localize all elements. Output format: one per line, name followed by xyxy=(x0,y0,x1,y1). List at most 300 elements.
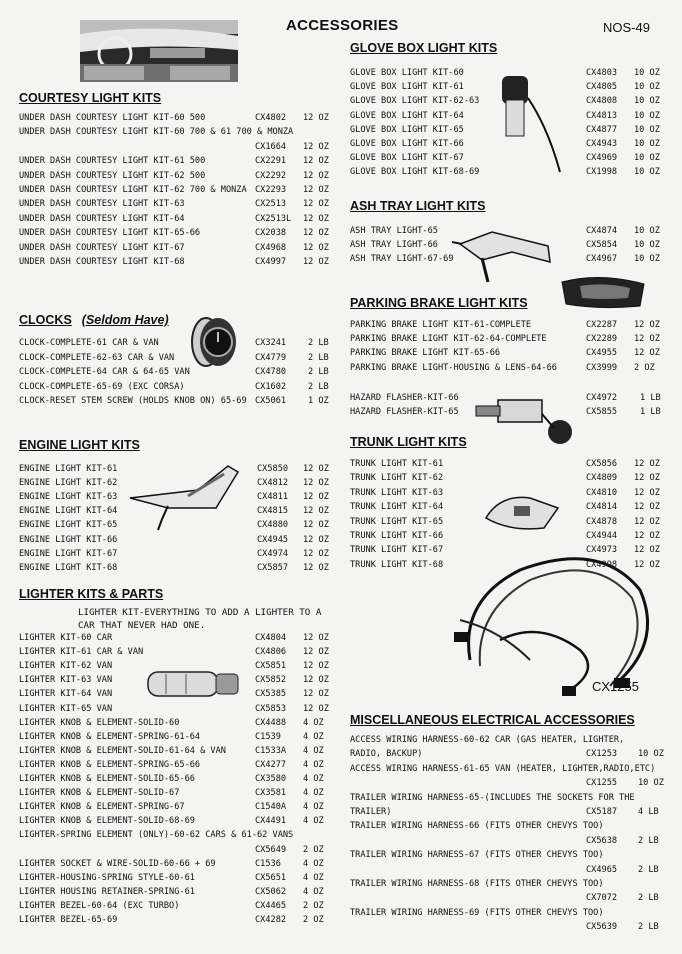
part-number: CX4878 xyxy=(586,516,618,527)
shipping-weight: 10 OZ xyxy=(638,749,664,760)
part-number: CX7072 xyxy=(586,893,618,904)
part-number: CX4779 xyxy=(255,352,287,363)
clocks-heading: CLOCKS (Seldom Have) xyxy=(19,313,169,327)
part-number: CX4943 xyxy=(586,139,618,149)
ashtray-heading: ASH TRAY LIGHT KITS xyxy=(350,199,486,213)
item-description: LIGHTER KIT-61 CAR & VAN xyxy=(19,647,144,658)
list-item xyxy=(350,82,674,93)
part-number: CX4967 xyxy=(586,254,618,265)
item-description: GLOVE BOX LIGHT KIT-65 xyxy=(350,124,464,135)
list-item xyxy=(350,531,674,542)
part-number: CX4955 xyxy=(586,348,618,359)
part-number: CX1255 xyxy=(586,778,618,789)
shipping-weight: 10 OZ xyxy=(634,139,660,149)
item-description: LIGHTER KIT-64 VAN xyxy=(19,689,113,700)
item-description: GLOVE BOX LIGHT KIT-68-69 xyxy=(350,167,480,178)
part-number: CX5639 xyxy=(586,922,618,933)
list-item xyxy=(19,549,343,560)
shipping-weight: 2 OZ xyxy=(634,362,655,373)
item-description: LIGHTER BEZEL-65-69 xyxy=(19,915,118,925)
item-description: GLOVE BOX LIGHT KIT-66 xyxy=(350,139,464,149)
list-item xyxy=(19,367,348,378)
list-item xyxy=(19,830,343,841)
shipping-weight: 12 OZ xyxy=(634,320,660,330)
list-item xyxy=(350,807,678,818)
list-item xyxy=(350,111,674,122)
list-item xyxy=(350,488,674,499)
shipping-weight: 12 OZ xyxy=(634,473,660,484)
item-description: CLOCK-COMPLETE-65-69 (EXC CORSA) xyxy=(19,381,185,392)
shipping-weight: 12 OZ xyxy=(634,545,660,556)
list-item xyxy=(19,243,343,254)
item-description: UNDER DASH COURTESY LIGHT KIT-64 xyxy=(19,213,185,224)
item-description: CLOCK-COMPLETE-64 CAR & 64-65 VAN xyxy=(19,367,190,377)
part-number: CX4488 xyxy=(255,717,287,728)
list-item xyxy=(19,506,343,517)
shipping-weight: 12 OZ xyxy=(303,156,329,167)
list-item xyxy=(19,746,343,757)
item-description: TRUNK LIGHT KIT-67 xyxy=(350,545,444,556)
shipping-weight: 10 OZ xyxy=(634,240,660,251)
part-number: CX2292 xyxy=(255,170,287,181)
item-description: PARKING BRAKE LIGHT KIT-65-66 xyxy=(350,348,501,359)
list-item xyxy=(350,407,680,418)
part-number: CX2038 xyxy=(255,228,287,239)
list-item xyxy=(19,873,343,884)
lighter-intro xyxy=(78,606,321,632)
list-item xyxy=(19,675,343,686)
part-number: CX5649 xyxy=(255,844,287,855)
item-description: TRUNK LIGHT KIT-63 xyxy=(350,487,444,498)
shipping-weight: 12 OZ xyxy=(303,675,329,686)
list-item xyxy=(19,228,343,239)
item-description: LIGHTER SOCKET & WIRE-SOLID-60-66 + 69 xyxy=(19,858,216,869)
shipping-weight: 12 OZ xyxy=(303,506,329,517)
item-description: LIGHTER KNOB & ELEMENT-SOLID-65-66 xyxy=(19,774,195,784)
part-number: CX4277 xyxy=(255,759,287,770)
item-description: UNDER DASH COURTESY LIGHT KIT-62 700 & MONZA xyxy=(19,185,247,195)
item-description: ASH TRAY LIGHT-65 xyxy=(350,226,438,236)
item-description: CLOCK-COMPLETE-62-63 CAR & VAN xyxy=(19,352,175,363)
shipping-weight: 2 LB xyxy=(308,381,329,392)
item-description: TRAILER WIRING HARNESS-66 (FITS OTHER CHEVYS TOO) xyxy=(350,821,604,832)
part-number: CX5651 xyxy=(255,872,287,883)
item-description: ENGINE LIGHT KIT-61 xyxy=(19,464,118,474)
item-description: UNDER DASH COURTESY LIGHT KIT-62 500 xyxy=(19,170,206,181)
list-item xyxy=(350,139,674,150)
part-number: CX4812 xyxy=(257,478,289,489)
part-number: CX4491 xyxy=(255,816,287,827)
item-description: ENGINE LIGHT KIT-63 xyxy=(19,492,118,503)
item-description: LIGHTER BEZEL-60-64 (EXC TURBO) xyxy=(19,900,180,911)
list-item xyxy=(19,689,343,700)
item-description: TRAILER) xyxy=(350,807,392,817)
list-item xyxy=(350,240,674,251)
part-number: CX5187 xyxy=(586,807,618,817)
item-description: GLOVE BOX LIGHT KIT-62-63 xyxy=(350,96,480,107)
shipping-weight: 4 OZ xyxy=(303,731,324,742)
shipping-weight: 12 OZ xyxy=(303,689,329,700)
list-item xyxy=(350,334,674,345)
part-number: CX5062 xyxy=(255,886,287,897)
part-number: CX4809 xyxy=(586,473,618,484)
shipping-weight: 12 OZ xyxy=(303,141,329,152)
part-number: CX3581 xyxy=(255,788,287,799)
part-number: CX5851 xyxy=(255,661,287,672)
part-number: CX1998 xyxy=(586,167,618,178)
part-number: CX5854 xyxy=(586,240,618,251)
item-description: UNDER DASH COURTESY LIGHT KIT-67 xyxy=(19,242,185,253)
item-description: UNDER DASH COURTESY LIGHT KIT-60 500 xyxy=(19,113,206,123)
shipping-weight: 4 OZ xyxy=(303,788,324,799)
item-description: TRUNK LIGHT KIT-65 xyxy=(350,516,444,527)
shipping-weight: 12 OZ xyxy=(303,228,329,239)
shipping-weight: 10 OZ xyxy=(634,96,660,107)
shipping-weight: 4 OZ xyxy=(303,774,324,784)
item-description: TRAILER WIRING HARNESS-68 (FITS OTHER CHEVYS TOO) xyxy=(350,879,604,889)
list-item xyxy=(19,901,343,912)
shipping-weight: 12 OZ xyxy=(634,487,660,498)
shipping-weight: 10 OZ xyxy=(634,226,660,236)
list-item xyxy=(350,893,678,904)
item-description: GLOVE BOX LIGHT KIT-67 xyxy=(350,153,464,164)
list-item xyxy=(350,363,674,374)
list-item xyxy=(350,749,678,760)
list-item xyxy=(19,661,343,672)
item-description: PARKING BRAKE LIGHT KIT-61-COMPLETE xyxy=(350,320,532,330)
item-description: ENGINE LIGHT KIT-64 xyxy=(19,506,118,517)
item-description: PARKING BRAKE LIGHT-HOUSING & LENS-64-66 xyxy=(350,362,557,373)
item-description: ENGINE LIGHT KIT-67 xyxy=(19,548,118,559)
list-item xyxy=(19,887,343,898)
engine-heading: ENGINE LIGHT KITS xyxy=(19,438,140,452)
list-item xyxy=(19,185,343,196)
item-description: HAZARD FLASHER-KIT-65 xyxy=(350,407,459,418)
part-number: CX4969 xyxy=(586,153,618,164)
part-number: CX1602 xyxy=(255,381,287,392)
shipping-weight: 12 OZ xyxy=(634,559,660,570)
item-description: LIGHTER KIT-62 VAN xyxy=(19,661,113,672)
list-item xyxy=(350,793,678,804)
list-item xyxy=(350,735,678,746)
shipping-weight: 10 OZ xyxy=(634,254,660,265)
part-number: CX2513 xyxy=(255,199,287,210)
part-number: CX4808 xyxy=(586,96,618,107)
part-number: CX5638 xyxy=(586,835,618,846)
item-description: ENGINE LIGHT KIT-66 xyxy=(19,534,118,545)
shipping-weight: 12 OZ xyxy=(634,459,660,469)
shipping-weight: 12 OZ xyxy=(303,661,329,672)
shipping-weight: 2 LB xyxy=(638,893,659,904)
list-item xyxy=(350,517,674,528)
list-item xyxy=(19,633,343,644)
item-description: LIGHTER KNOB & ELEMENT-SPRING-65-66 xyxy=(19,759,201,770)
part-number: CX2287 xyxy=(586,320,618,330)
dashboard-photo xyxy=(80,20,238,82)
item-description: LIGHTER KNOB & ELEMENT-SOLID-68-69 xyxy=(19,816,195,827)
list-item xyxy=(350,850,678,861)
shipping-weight: 12 OZ xyxy=(303,113,329,123)
shipping-weight: 12 OZ xyxy=(303,257,329,267)
shipping-weight: 12 OZ xyxy=(303,548,329,559)
list-item xyxy=(19,760,343,771)
shipping-weight: 2 LB xyxy=(308,338,329,348)
item-description: LIGHTER-SPRING ELEMENT (ONLY)-60-62 CARS & 61-62 VANS xyxy=(19,830,294,841)
part-number: CX4810 xyxy=(586,487,618,498)
list-item xyxy=(19,647,343,658)
list-item xyxy=(350,908,678,919)
part-number: CX4998 xyxy=(586,559,618,570)
list-item xyxy=(19,492,343,503)
part-number: CX4282 xyxy=(255,915,287,925)
parking-brake-lens-photo xyxy=(560,272,646,310)
part-number: CX3580 xyxy=(255,774,287,784)
item-description: TRUNK LIGHT KIT-61 xyxy=(350,459,444,469)
shipping-weight: 4 OZ xyxy=(303,745,324,756)
part-number: CX5853 xyxy=(255,703,287,714)
part-number: CX4972 xyxy=(586,393,618,403)
item-description: GLOVE BOX LIGHT KIT-60 xyxy=(350,68,464,78)
list-item xyxy=(19,478,343,489)
part-number: CX4974 xyxy=(257,548,289,559)
part-number: CX4877 xyxy=(586,124,618,135)
list-item xyxy=(19,845,343,856)
shipping-weight: 12 OZ xyxy=(634,502,660,513)
part-number: CX4997 xyxy=(255,257,287,267)
item-description: LIGHTER KNOB & ELEMENT-SOLID-61-64 & VAN xyxy=(19,745,226,756)
list-item xyxy=(350,68,674,79)
item-description: UNDER DASH COURTESY LIGHT KIT-65-66 xyxy=(19,228,201,239)
item-description: LIGHTER HOUSING RETAINER-SPRING-61 xyxy=(19,886,195,897)
part-number: CX3999 xyxy=(586,362,618,373)
item-description: LIGHTER KNOB & ELEMENT-SPRING-67 xyxy=(19,802,185,813)
part-number: CX4813 xyxy=(586,110,618,121)
shipping-weight: 12 OZ xyxy=(634,531,660,541)
shipping-weight: 10 OZ xyxy=(634,167,660,178)
lighter-intro-line-2: CAR THAT NEVER HAD ONE. xyxy=(78,620,206,631)
part-number: CX5856 xyxy=(586,459,618,469)
shipping-weight: 4 OZ xyxy=(303,759,324,770)
list-item xyxy=(350,125,674,136)
list-item xyxy=(350,153,674,164)
part-number: CX4968 xyxy=(255,242,287,253)
item-description: LIGHTER KIT-60 CAR xyxy=(19,633,113,643)
item-description: RADIO, BACKUP) xyxy=(350,749,423,760)
list-item xyxy=(19,382,348,393)
shipping-weight: 10 OZ xyxy=(638,778,664,789)
list-item xyxy=(19,520,343,531)
item-description: PARKING BRAKE LIGHT KIT-62-64-COMPLETE xyxy=(350,334,547,345)
shipping-weight: 4 OZ xyxy=(303,886,324,897)
part-number: C1533A xyxy=(255,745,287,756)
shipping-weight: 10 OZ xyxy=(634,124,660,135)
shipping-weight: 2 LB xyxy=(308,367,329,377)
item-description: ENGINE LIGHT KIT-68 xyxy=(19,562,118,573)
part-number: CX1253 xyxy=(586,749,618,760)
shipping-weight: 2 OZ xyxy=(303,915,324,925)
parking-heading: PARKING BRAKE LIGHT KITS xyxy=(350,296,528,310)
shipping-weight: 2 LB xyxy=(308,352,329,363)
part-number: CX2513L xyxy=(255,213,292,224)
item-description: CLOCK-COMPLETE-61 CAR & VAN xyxy=(19,338,159,348)
item-description: TRUNK LIGHT KIT-62 xyxy=(350,473,444,484)
item-description: UNDER DASH COURTESY LIGHT KIT-60 700 & 61 700 & MONZA xyxy=(19,127,294,138)
shipping-weight: 1 OZ xyxy=(308,396,329,406)
item-description: TRAILER WIRING HARNESS-69 (FITS OTHER CHEVYS TOO) xyxy=(350,907,604,918)
item-description: ASH TRAY LIGHT-67-69 xyxy=(350,254,454,265)
part-number: CX4880 xyxy=(257,520,289,531)
shipping-weight: 12 OZ xyxy=(303,199,329,210)
shipping-weight: 12 OZ xyxy=(303,703,329,714)
list-item xyxy=(19,464,343,475)
part-number: C1539 xyxy=(255,731,281,742)
item-description: TRAILER WIRING HARNESS-65-(INCLUDES THE SOCKETS FOR THE xyxy=(350,792,635,803)
list-item xyxy=(19,802,343,813)
part-number: CX4945 xyxy=(257,534,289,545)
item-description: TRUNK LIGHT KIT-68 xyxy=(350,559,444,570)
part-number: CX4780 xyxy=(255,367,287,377)
courtesy-heading: COURTESY LIGHT KITS xyxy=(19,91,162,105)
shipping-weight: 12 OZ xyxy=(303,647,329,658)
list-item xyxy=(350,865,678,876)
shipping-weight: 12 OZ xyxy=(303,185,329,195)
part-number: CX4811 xyxy=(257,492,289,503)
shipping-weight: 12 OZ xyxy=(303,633,329,643)
item-description: LIGHTER KIT-63 VAN xyxy=(19,675,113,686)
shipping-weight: 2 LB xyxy=(638,835,659,846)
list-item xyxy=(350,545,674,556)
list-item xyxy=(350,764,678,775)
list-item xyxy=(19,774,343,785)
misc-heading: MISCELLANEOUS ELECTRICAL ACCESSORIES xyxy=(350,713,635,727)
item-description: ENGINE LIGHT KIT-65 xyxy=(19,520,118,531)
shipping-weight: 12 OZ xyxy=(303,464,329,474)
part-number: CX4802 xyxy=(255,113,287,123)
part-number: C1536 xyxy=(255,858,281,869)
part-number: CX4815 xyxy=(257,506,289,517)
part-number: CX1664 xyxy=(255,141,287,152)
shipping-weight: 1 LB xyxy=(640,407,661,418)
part-number: CX4805 xyxy=(586,82,618,93)
shipping-weight: 4 OZ xyxy=(303,816,324,827)
shipping-weight: 12 OZ xyxy=(634,334,660,345)
shipping-weight: 2 LB xyxy=(638,864,659,875)
list-item xyxy=(19,142,343,153)
list-item xyxy=(350,226,674,237)
shipping-weight: 4 LB xyxy=(638,807,659,817)
page-code: NOS-49 xyxy=(603,20,650,35)
part-number: CX4465 xyxy=(255,900,287,911)
part-number: CX4803 xyxy=(586,68,618,78)
list-item xyxy=(19,156,343,167)
shipping-weight: 10 OZ xyxy=(634,110,660,121)
item-description: ACCESS WIRING HARNESS-60-62 CAR (GAS HEATER, LIGHTER, xyxy=(350,735,625,745)
shipping-weight: 12 OZ xyxy=(303,520,329,531)
part-number: CX4944 xyxy=(586,531,618,541)
part-number: CX4874 xyxy=(586,226,618,236)
item-description: GLOVE BOX LIGHT KIT-64 xyxy=(350,110,464,121)
list-item xyxy=(19,535,343,546)
item-description: LIGHTER KNOB & ELEMENT-SOLID-60 xyxy=(19,717,180,728)
shipping-weight: 4 OZ xyxy=(303,802,324,813)
shipping-weight: 10 OZ xyxy=(634,82,660,93)
item-description: TRUNK LIGHT KIT-66 xyxy=(350,531,444,541)
list-item xyxy=(350,473,674,484)
list-item xyxy=(350,348,674,359)
list-item xyxy=(350,879,678,890)
item-description: ACCESS WIRING HARNESS-61-65 VAN (HEATER, LIGHTER,RADIO,ETC) xyxy=(350,763,656,774)
part-number: CX5855 xyxy=(586,407,618,418)
shipping-weight: 10 OZ xyxy=(634,68,660,78)
item-description: LIGHTER KNOB & ELEMENT-SPRING-61-64 xyxy=(19,731,201,742)
list-item xyxy=(19,915,343,926)
list-item xyxy=(350,254,674,265)
list-item xyxy=(350,836,678,847)
shipping-weight: 2 OZ xyxy=(303,900,324,911)
item-description: UNDER DASH COURTESY LIGHT KIT-61 500 xyxy=(19,156,206,167)
part-number: CX4804 xyxy=(255,633,287,643)
lighter-intro-line-1: LIGHTER KIT-EVERYTHING TO ADD A LIGHTER TO A xyxy=(78,607,322,618)
shipping-weight: 10 OZ xyxy=(634,153,660,164)
shipping-weight: 4 OZ xyxy=(303,872,324,883)
list-item xyxy=(19,214,343,225)
list-item xyxy=(19,396,348,407)
list-item xyxy=(350,922,678,933)
item-description: CLOCK-RESET STEM SCREW (HOLDS KNOB ON) 65-69 xyxy=(19,396,247,406)
list-item xyxy=(19,788,343,799)
list-item xyxy=(350,96,674,107)
part-number: CX2293 xyxy=(255,185,287,195)
shipping-weight: 4 OZ xyxy=(303,717,324,728)
item-description: HAZARD FLASHER-KIT-66 xyxy=(350,393,459,403)
item-description: TRAILER WIRING HARNESS-67 (FITS OTHER CHEVYS TOO) xyxy=(350,850,604,861)
part-number: CX5857 xyxy=(257,562,289,573)
part-number: C1540A xyxy=(255,802,287,813)
list-item xyxy=(19,718,343,729)
page-title: ACCESSORIES xyxy=(286,17,399,34)
shipping-weight: 12 OZ xyxy=(303,170,329,181)
part-number: CX4814 xyxy=(586,502,618,513)
item-description: ASH TRAY LIGHT-66 xyxy=(350,240,438,251)
part-number: CX4806 xyxy=(255,647,287,658)
part-number: CX5385 xyxy=(255,689,287,700)
list-item xyxy=(350,459,674,470)
list-item xyxy=(19,704,343,715)
shipping-weight: 12 OZ xyxy=(303,492,329,503)
list-item xyxy=(19,338,348,349)
list-item xyxy=(19,171,343,182)
list-item xyxy=(19,732,343,743)
item-description: LIGHTER KIT-65 VAN xyxy=(19,703,113,714)
list-item xyxy=(350,821,678,832)
shipping-weight: 1 LB xyxy=(640,393,661,403)
part-number: CX2291 xyxy=(255,156,287,167)
part-number: CX2289 xyxy=(586,334,618,345)
part-number: CX5850 xyxy=(257,464,289,474)
list-item xyxy=(19,113,343,124)
item-description: TRUNK LIGHT KIT-64 xyxy=(350,502,444,513)
shipping-weight: 2 OZ xyxy=(303,844,324,855)
list-item xyxy=(350,167,674,178)
list-item xyxy=(350,778,678,789)
part-number: CX5061 xyxy=(255,396,287,406)
list-item xyxy=(350,560,674,571)
part-number: CX3241 xyxy=(255,338,287,348)
shipping-weight: 12 OZ xyxy=(303,478,329,489)
item-description: ENGINE LIGHT KIT-62 xyxy=(19,478,118,489)
clocks-note: (Seldom Have) xyxy=(81,313,169,327)
glovebox-heading: GLOVE BOX LIGHT KITS xyxy=(350,41,498,55)
